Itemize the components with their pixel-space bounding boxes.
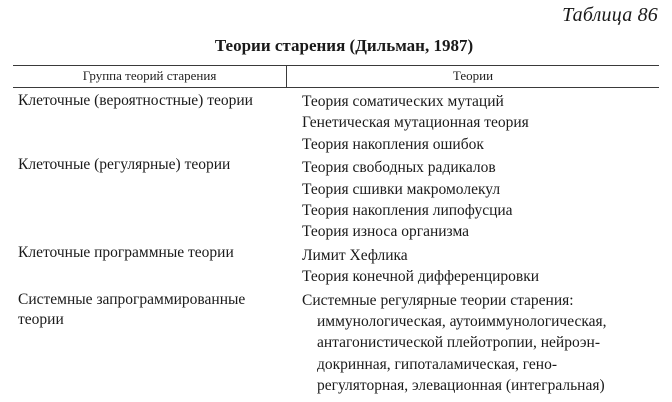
table-title: Теории старения (Дильман, 1987) xyxy=(214,36,474,55)
group-cell: Клеточные (вероятностные) теории xyxy=(18,92,253,109)
theory-item: Теория накопления липофусциа xyxy=(302,202,513,220)
theory-item: Генетическая мутационная теория xyxy=(302,114,529,132)
theory-item: Теория свободных радикалов xyxy=(302,159,496,177)
table-number: Таблица 86 xyxy=(562,4,658,26)
theory-list xyxy=(302,91,662,397)
theory-item: Системные регулярные теории старения: xyxy=(302,291,574,309)
theory-item: Теория накопления ошибок xyxy=(302,135,484,153)
table-header-rule xyxy=(13,87,659,88)
group-cell: Клеточные (регулярные) теории xyxy=(18,156,231,173)
theory-item: докринная, гипоталамическая, гено- xyxy=(317,355,557,373)
group-cell: Клеточные программные теории xyxy=(18,244,234,261)
table-top-rule xyxy=(13,65,659,66)
theory-item: антагонистической плейотропии, нейроэн- xyxy=(317,334,600,352)
theory-item: Теория конечной дифференцировки xyxy=(302,268,540,286)
theory-item: Теория соматических мутаций xyxy=(302,93,504,110)
column-header-group: Группа теорий старения xyxy=(82,68,217,83)
group-cell: Системные запрограммированные теории xyxy=(18,291,246,328)
column-header-theories: Теории xyxy=(452,68,494,83)
theory-item: регуляторная, элевационная (интегральная) xyxy=(317,377,605,395)
theory-item: иммунологическая, аутоиммунологическая, xyxy=(317,313,607,331)
theory-item: Теория износа организма xyxy=(302,223,470,241)
theory-item: Теория сшивки макромолекул xyxy=(302,180,501,198)
theory-item: Лимит Хефлика xyxy=(302,246,408,264)
